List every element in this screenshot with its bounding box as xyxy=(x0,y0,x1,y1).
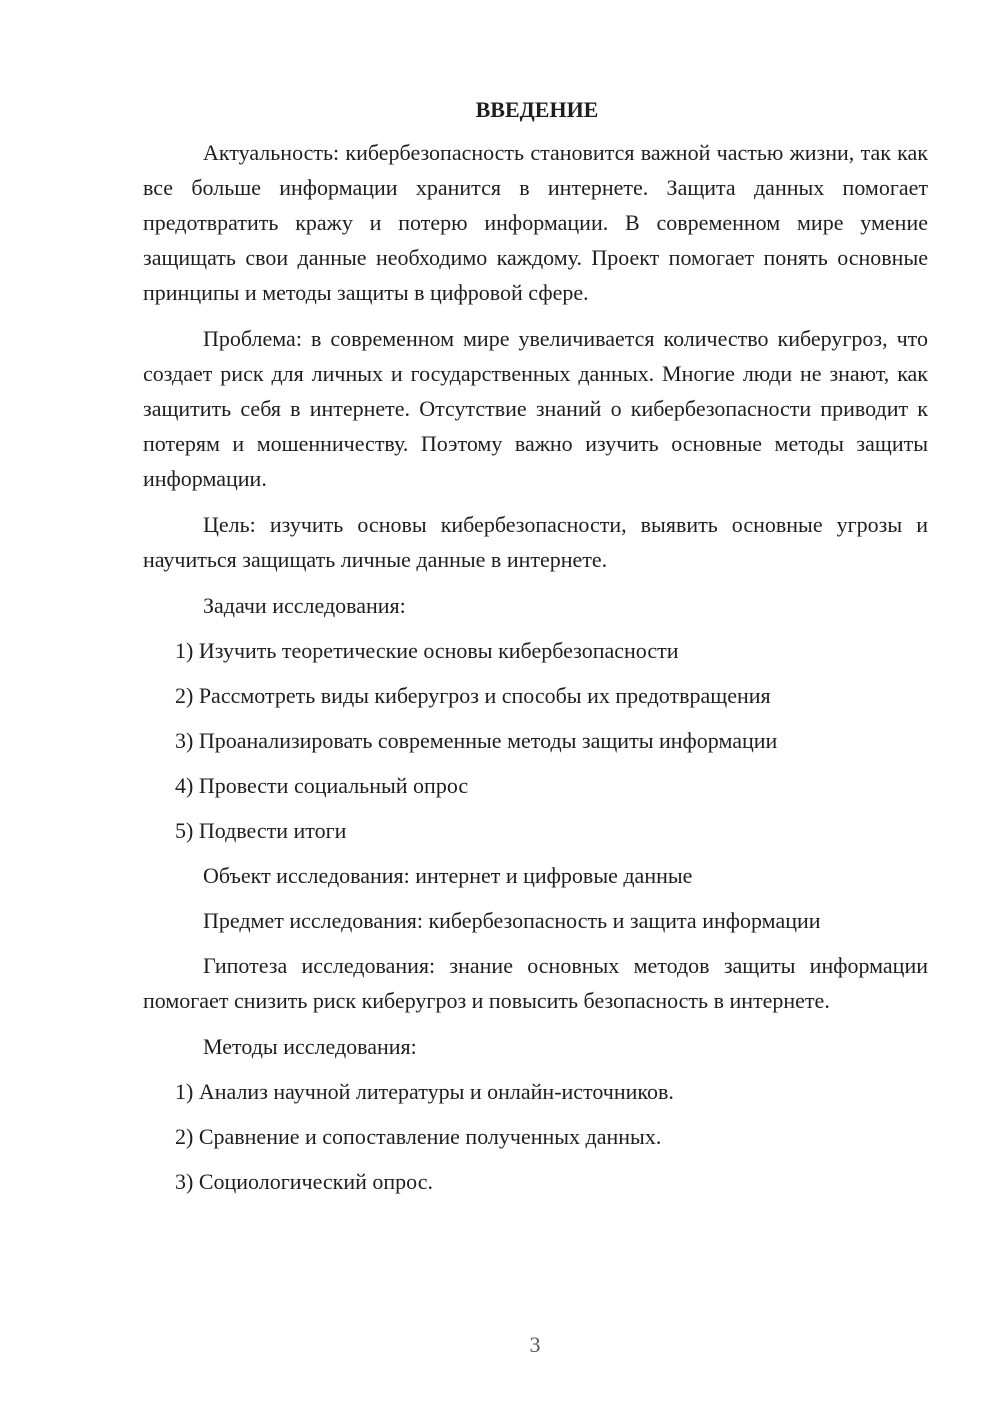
methods-list xyxy=(143,1074,928,1199)
page-title: ВВЕДЕНИЕ xyxy=(475,97,599,122)
methods-heading: Методы исследования: xyxy=(203,1034,417,1059)
goal-paragraph: Цель: изучить основы кибербезопасности, выявить основные угрозы и научиться защищать личные данные в интернете. xyxy=(143,512,928,572)
hypothesis-paragraph: Гипотеза исследования: знание основных методов защиты информации помогает снизить риск киберугроз и повысить безопасность в интернете. xyxy=(143,953,928,1013)
list-item: 5) Подвести итоги xyxy=(175,818,347,843)
page-number: 3 xyxy=(529,1332,541,1357)
list-item: 1) Анализ научной литературы и онлайн-источников. xyxy=(175,1079,674,1104)
problem-paragraph: Проблема: в современном мире увеличивается количество киберугроз, что создает риск для личных и государственных данных. Многие люди не знают, как защитить себя в интернете. Отсутствие знаний о кибербезопасности приводит к потерям и мошенничеству. Поэтому важно изучить основные методы защиты информации. xyxy=(143,326,928,491)
list-item: 2) Сравнение и сопоставление полученных данных. xyxy=(175,1124,662,1149)
relevance-paragraph: Актуальность: кибербезопасность становится важной частью жизни, так как все больше информации хранится в интернете. Защита данных помогает предотвратить кражу и потерю информации. В современном мире умение защищать свои данные необходимо каждому. Проект помогает понять основные принципы и методы защиты в цифровой сфере. xyxy=(143,140,928,305)
list-item: 1) Изучить теоретические основы кибербезопасности xyxy=(175,638,679,663)
list-item: 3) Социологический опрос. xyxy=(175,1169,433,1194)
document-body xyxy=(143,92,928,1209)
tasks-list xyxy=(143,633,928,848)
list-item: 2) Рассмотреть виды киберугроз и способы их предотвращения xyxy=(175,683,771,708)
list-item: 4) Провести социальный опрос xyxy=(175,773,469,798)
subject-line: Предмет исследования: кибербезопасность и защита информации xyxy=(203,908,821,933)
object-line: Объект исследования: интернет и цифровые данные xyxy=(203,863,693,888)
tasks-heading: Задачи исследования: xyxy=(203,593,406,618)
list-item: 3) Проанализировать современные методы защиты информации xyxy=(175,728,778,753)
